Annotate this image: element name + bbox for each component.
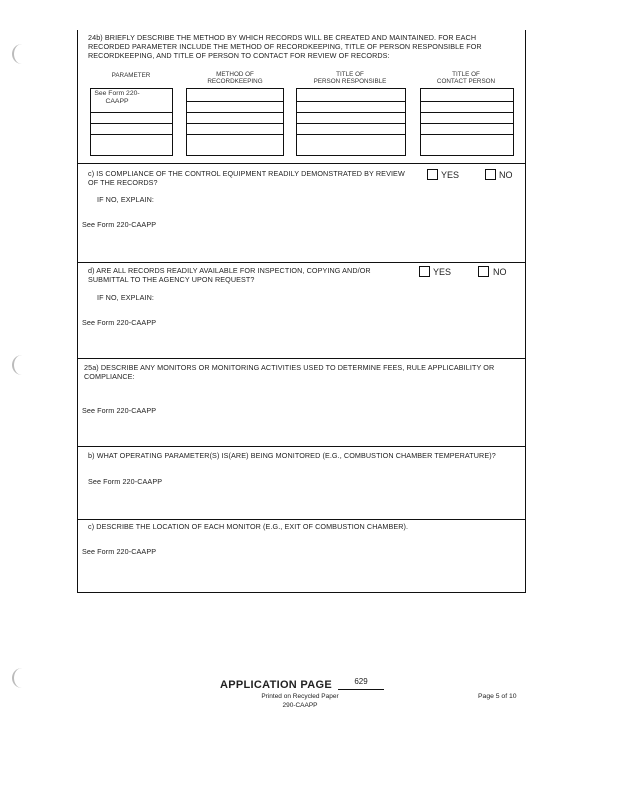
column-header-method [186,71,284,85]
column-header-line: PERSON RESPONSIBLE [313,78,387,85]
no-label: NO [493,267,507,277]
table-cell[interactable] [421,102,513,113]
question-24c: c) IS COMPLIANCE OF THE CONTROL EQUIPMENT READILY DEMONSTRATED BY REVIEW OF THE RECORDS? [88,169,405,187]
section-divider [77,446,526,447]
page-number: Page 5 of 10 [478,693,517,700]
section-divider [77,163,526,164]
table-cell[interactable] [91,113,172,124]
parameter-column [90,88,173,156]
method-column [186,88,284,156]
table-cell[interactable] [187,113,283,124]
person-responsible-column [296,88,406,156]
question-25c: c) DESCRIBE THE LOCATION OF EACH MONITOR (E.G., EXIT OF COMBUSTION CHAMBER). [88,522,409,531]
yes-label: YES [441,170,460,180]
explanation-answer[interactable]: See Form 220-CAAPP [82,220,157,229]
section-divider [77,358,526,359]
column-header-parameter [90,71,172,79]
parameter-answer[interactable]: See Form 220-CAAPP [88,477,163,486]
no-checkbox[interactable] [478,266,489,277]
form-bottom-border [77,592,526,593]
section-divider [77,262,526,263]
table-cell[interactable] [297,89,405,102]
binder-hole-mark [12,355,28,375]
table-cell[interactable] [421,124,513,135]
parameter-value: See Form 220-CAAPP [94,90,140,105]
table-cell[interactable] [297,124,405,135]
recycled-paper-note: Printed on Recycled Paper [261,693,339,700]
application-page-label: APPLICATION PAGE [220,679,332,691]
column-header-line: TITLE OF [336,71,364,78]
yes-checkbox[interactable] [427,169,438,180]
column-header-line: TITLE OF [452,71,480,78]
table-cell[interactable] [421,135,513,146]
table-cell[interactable] [91,124,172,135]
table-cell[interactable] [187,102,283,113]
table-cell[interactable] [187,135,283,146]
column-header-line: PARAMETER [111,72,151,79]
column-header-line: METHOD OF [216,71,254,78]
table-cell[interactable] [187,89,283,102]
table-cell[interactable] [91,89,172,113]
yes-label: YES [433,267,452,277]
form-left-border [77,30,78,593]
question-24b: 24b) BRIEFLY DESCRIBE THE METHOD BY WHICH RECORDS WILL BE CREATED AND MAINTAINED. FOR EACH RECORDED PARAMETER INCLUDE THE METHOD OF RECORDKEEPING, TITLE OF PERSON RESPONSIBLE FOR RECORDKEEPING, AND TITLE OF PERSON TO CONTACT FOR REVIEW OF RECORDS: [88,33,482,60]
binder-hole-mark [12,44,28,64]
form-identifier: 290-CAAPP [282,702,318,709]
table-cell[interactable] [297,135,405,146]
question-24d: d) ARE ALL RECORDS READILY AVAILABLE FOR INSPECTION, COPYING AND/OR SUBMITTAL TO THE AGENCY UPON REQUEST? [88,266,371,284]
monitoring-answer[interactable]: See Form 220-CAAPP [82,406,157,415]
column-header-line: RECORDKEEPING [207,78,263,85]
form-right-border [525,30,526,593]
column-header-person-responsible [296,71,404,85]
if-no-explain-label: IF NO, EXPLAIN: [97,293,155,302]
column-header-contact-person [420,71,512,85]
no-label: NO [499,170,513,180]
table-cell[interactable] [421,113,513,124]
table-cell[interactable] [297,102,405,113]
explanation-answer[interactable]: See Form 220-CAAPP [82,318,157,327]
question-25a: 25a) DESCRIBE ANY MONITORS OR MONITORING ACTIVITIES USED TO DETERMINE FEES, RULE APPLICABILITY OR COMPLIANCE: [84,363,495,381]
table-cell[interactable] [91,135,172,146]
yes-checkbox[interactable] [419,266,430,277]
location-answer[interactable]: See Form 220-CAAPP [82,547,157,556]
column-header-line: CONTACT PERSON [436,78,496,85]
contact-person-column [420,88,514,156]
table-cell[interactable] [297,113,405,124]
table-cell[interactable] [187,124,283,135]
binder-hole-mark [12,668,28,688]
no-checkbox[interactable] [485,169,496,180]
application-page-number: 629 [338,677,384,690]
question-25b: b) WHAT OPERATING PARAMETER(S) IS(ARE) BEING MONITORED (E.G., COMBUSTION CHAMBER TEMPERATURE)? [88,451,496,460]
table-cell[interactable] [421,89,513,102]
section-divider [77,519,526,520]
if-no-explain-label: IF NO, EXPLAIN: [97,195,155,204]
